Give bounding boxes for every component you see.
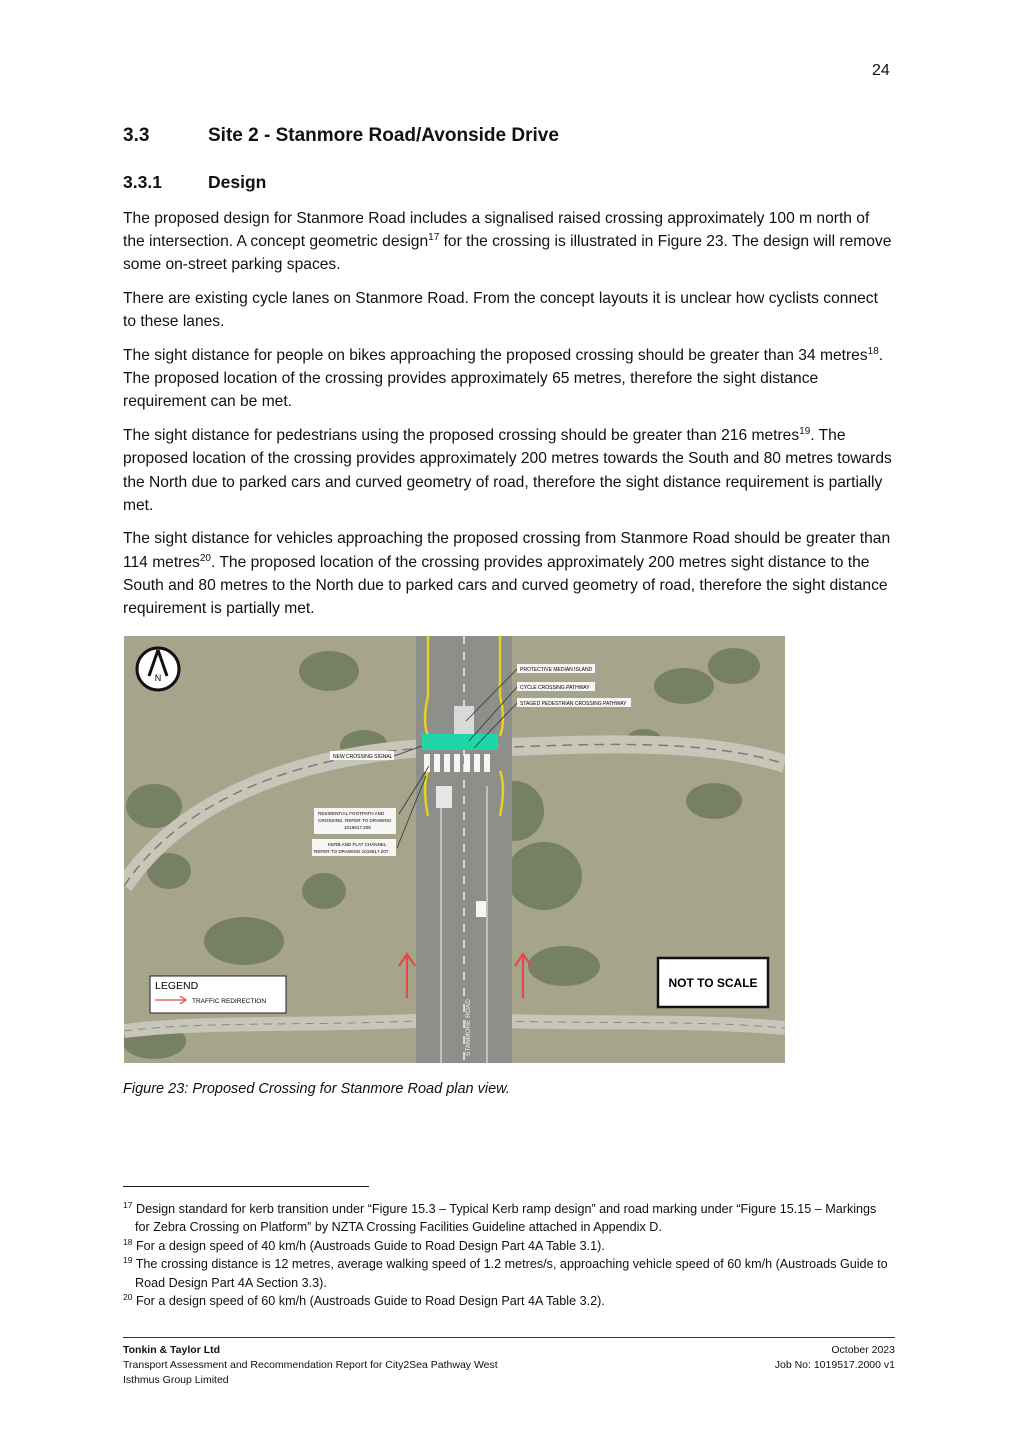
body-text <box>123 207 893 631</box>
legend-title: LEGEND <box>155 980 199 992</box>
callout-kerb-2: REFER TO DRAWING 1019517.207 <box>314 849 389 854</box>
scale-note <box>658 958 768 1007</box>
paragraph: There are existing cycle lanes on Stanmore Road. From the concept layouts it is unclear how cyclists connect to these lanes. <box>123 290 878 331</box>
callout-cycle: CYCLE CROSSING PATHWAY <box>520 685 590 691</box>
footer-date: October 2023 <box>831 1344 895 1356</box>
north-label: N <box>154 673 162 683</box>
callout-kerb-1: KERB AND FLAT CHANNEL <box>328 842 387 847</box>
paragraph <box>123 207 893 277</box>
site-plan-figure <box>124 636 785 1063</box>
paragraph-text: The proposed design for Stanmore Road includes a signalised raised crossing approximately 100 m north of the intersection. A concept geometric design <box>123 210 870 251</box>
footnote <box>123 1292 893 1310</box>
paragraph <box>123 424 893 517</box>
section-number: 3.3 <box>123 125 150 146</box>
paragraph-text: for the crossing is illustrated in Figure 23. The design will remove some on-street parking spaces. <box>123 233 892 274</box>
footnote-ref[interactable]: 17 <box>428 232 440 244</box>
footer-client: Isthmus Group Limited <box>123 1374 229 1386</box>
callout-staged: STAGED PEDESTRIAN CROSSING PATHWAY <box>520 701 627 707</box>
subsection-heading <box>123 172 266 193</box>
callout-footpath-2: CROSSING. REFER TO DRAWING <box>318 818 392 823</box>
subsection-number: 3.3.1 <box>123 172 162 192</box>
footnote-text: Design standard for kerb transition under “Figure 15.3 – Typical Kerb ramp design” and road marking under “Figure 15.15 – Markings for Zebra Crossing on Platform” by NZTA Crossing Facilities Guideline attached in Appendix D. <box>132 1202 877 1235</box>
subsection-title: Design <box>208 172 267 192</box>
footnote <box>123 1255 893 1292</box>
figure-caption: Figure 23: Proposed Crossing for Stanmore Road plan view. <box>123 1081 510 1097</box>
callout-median: PROTECTIVE MEDIAN ISLAND <box>520 667 593 673</box>
paragraph-text: . The proposed location of the crossing provides approximately 200 metres towards the South and 80 metres towards the North due to parked cars and curved geometry of road, therefore the sight distance requirement is partially met. <box>123 427 892 514</box>
road-label: STANMORE ROAD <box>465 999 472 1056</box>
callout-footpath-3: 1019517.208 <box>344 825 371 830</box>
legend <box>150 976 286 1013</box>
paragraph-text: The sight distance for vehicles approaching the proposed crossing from Stanmore Road should be greater than 114 metres <box>123 530 891 571</box>
footnote-number: 17 <box>123 1199 133 1210</box>
footnote-number: 19 <box>123 1255 133 1266</box>
footer-divider <box>123 1337 895 1338</box>
legend-item: TRAFFIC REDIRECTION <box>192 998 267 1005</box>
footnote-number: 20 <box>123 1291 133 1302</box>
footer-report: Transport Assessment and Recommendation Report for City2Sea Pathway West <box>123 1359 498 1371</box>
footnote-text: The crossing distance is 12 metres, average walking speed of 1.2 metres/s, approaching vehicle speed of 60 km/h (Austroads Guide to Road Design Part 4A Section 3.3). <box>132 1257 888 1290</box>
paragraph-text: . The proposed location of the crossing provides approximately 200 metres sight distance to the South and 80 metres to the North due to parked cars and curved geometry of road, therefore the sight distance requirement is partially met. <box>123 553 888 618</box>
site-plan-map <box>124 636 785 1063</box>
paragraph <box>123 527 893 620</box>
callout-footpath-1: RESIDENTIAL FOOTPATH AND <box>318 811 385 816</box>
footnote-text: For a design speed of 40 km/h (Austroads Guide to Road Design Part 4A Table 3.1). <box>132 1238 605 1253</box>
footnotes <box>123 1200 893 1310</box>
scale-note-text: NOT TO SCALE <box>668 976 758 990</box>
footnote-ref[interactable]: 19 <box>799 425 811 437</box>
callout-signal: NEW CROSSING SIGNAL <box>333 754 393 760</box>
paragraph <box>123 344 893 414</box>
section-heading <box>123 125 559 147</box>
footer-right <box>775 1343 895 1373</box>
footnote-number: 18 <box>123 1236 133 1247</box>
footnote-ref[interactable]: 18 <box>867 345 879 357</box>
section-title: Site 2 - Stanmore Road/Avonside Drive <box>208 125 559 146</box>
footer-company: Tonkin & Taylor Ltd <box>123 1344 221 1356</box>
paragraph-text: The sight distance for pedestrians using the proposed crossing should be greater than 216 metres <box>123 427 800 445</box>
page-number: 24 <box>872 62 890 79</box>
footnote <box>123 1237 893 1255</box>
footnote-divider <box>123 1186 369 1187</box>
footnote-text: For a design speed of 60 km/h (Austroads Guide to Road Design Part 4A Table 3.2). <box>132 1294 605 1309</box>
paragraph-text: The sight distance for people on bikes approaching the proposed crossing should be greater than 34 metres <box>123 347 868 365</box>
footnote-ref[interactable]: 20 <box>199 552 211 564</box>
footer-job: Job No: 1019517.2000 v1 <box>774 1359 895 1371</box>
footer-left <box>123 1343 498 1388</box>
north-arrow <box>137 648 179 690</box>
stanmore-road <box>416 636 512 1063</box>
footnote <box>123 1200 893 1237</box>
paragraph-text: . The proposed location of the crossing provides approximately 65 metres, therefore the sight distance requirement can be met. <box>123 347 884 411</box>
